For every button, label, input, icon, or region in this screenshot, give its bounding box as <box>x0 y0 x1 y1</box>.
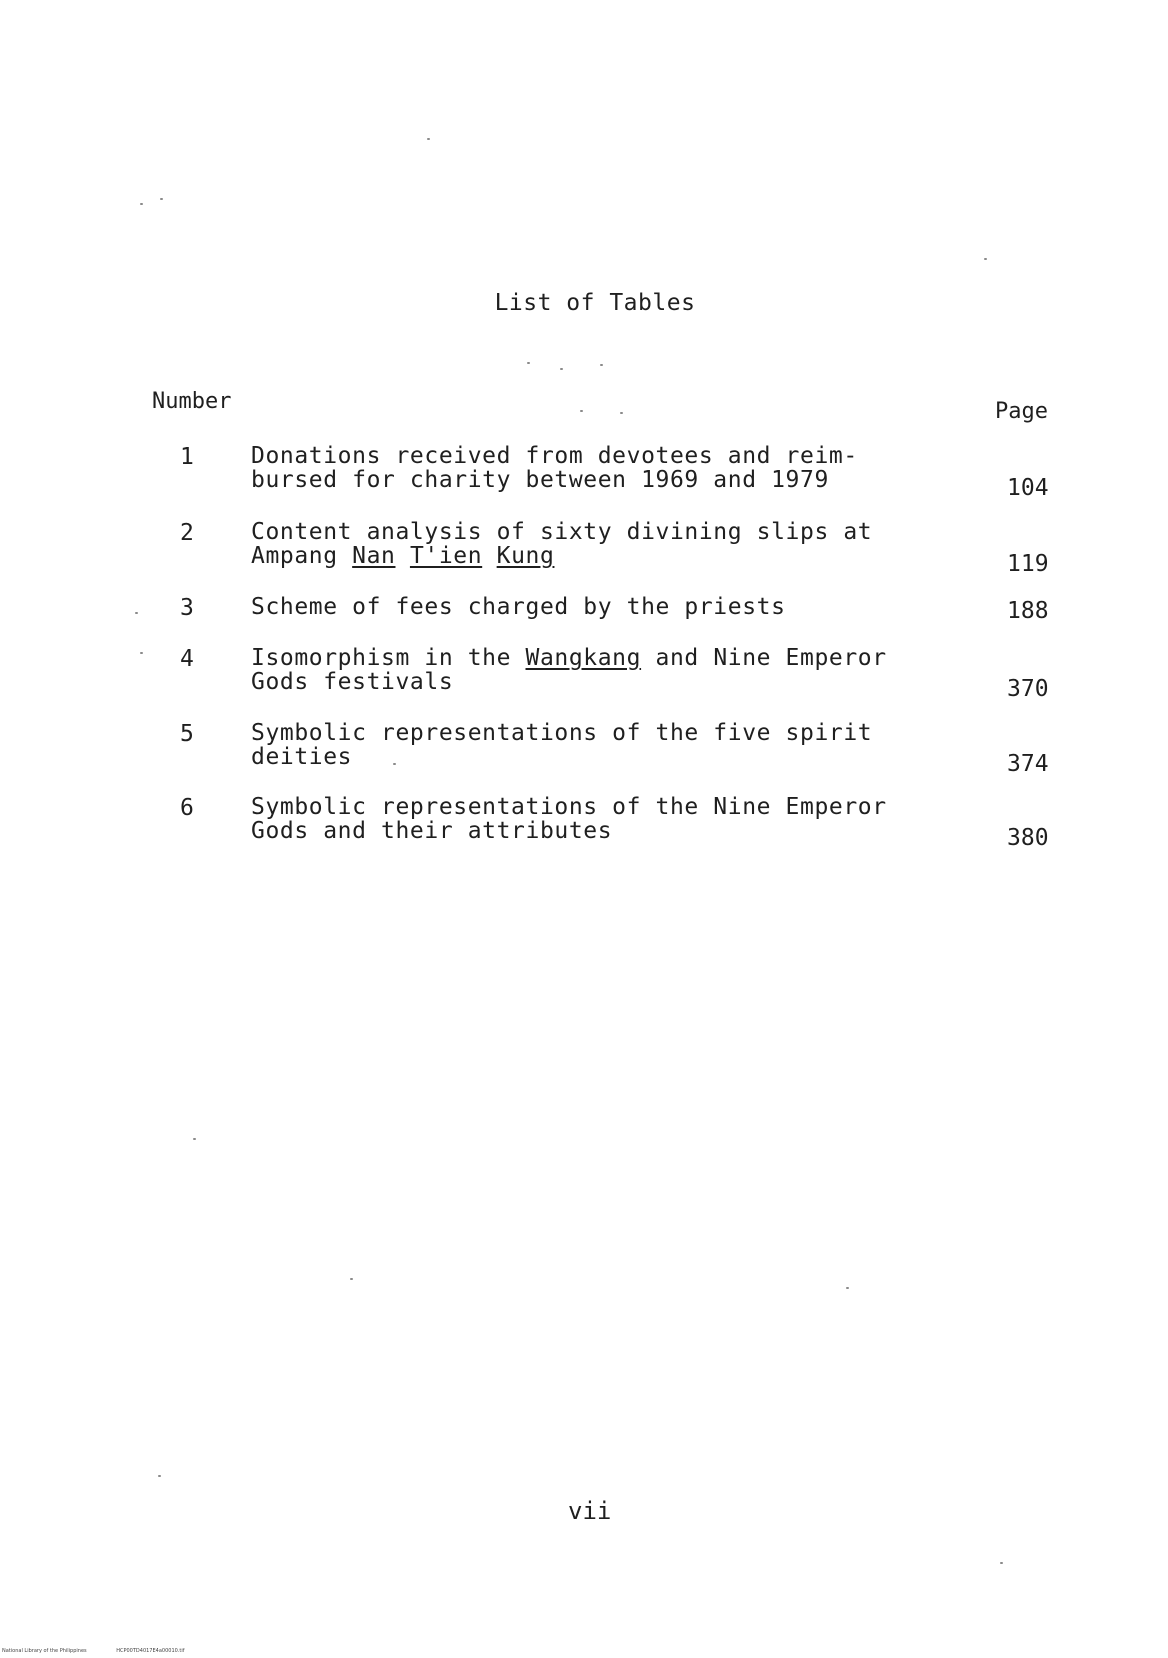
entry-title-line: Content analysis of sixty divining slips at <box>251 519 873 545</box>
scan-speck <box>560 368 563 370</box>
title-text <box>482 543 496 569</box>
entry-number: 2 <box>180 520 194 546</box>
entry-title <box>251 795 951 843</box>
title-text: and Nine Emperor <box>641 645 887 671</box>
entry-number: 6 <box>180 795 194 821</box>
underlined-term: Nan <box>352 543 396 569</box>
entry-title <box>251 595 951 619</box>
scan-speck <box>158 1475 161 1477</box>
page-title: List of Tables <box>494 290 696 316</box>
library-credit: National Library of the Philippines <box>2 1648 87 1654</box>
title-text: Ampang <box>251 543 353 569</box>
entry-title <box>251 520 951 568</box>
number-column-header: Number <box>152 389 232 414</box>
entry-page-number: 104 <box>1007 475 1049 501</box>
scan-speck <box>846 1287 849 1289</box>
entry-title-line: Symbolic representations of the Nine Emperor <box>251 794 887 820</box>
entry-number: 4 <box>180 646 194 672</box>
page-folio: vii <box>568 1497 612 1525</box>
scan-speck <box>984 258 987 260</box>
entry-title <box>251 721 951 769</box>
entry-title <box>251 646 951 694</box>
scan-speck <box>427 138 430 140</box>
entry-page-number: 380 <box>1007 825 1049 851</box>
underlined-term: Kung <box>496 543 555 569</box>
entry-title-line <box>251 646 951 670</box>
scan-speck <box>140 652 143 654</box>
entry-title-line: Gods and their attributes <box>251 818 613 844</box>
entry-page-number: 188 <box>1007 598 1049 624</box>
entry-title-line <box>251 544 951 568</box>
title-text <box>395 543 409 569</box>
scan-speck <box>527 362 530 364</box>
scan-speck <box>140 203 143 205</box>
entry-title-line: Symbolic representations of the five spirit <box>251 720 873 746</box>
scan-speck <box>193 1138 196 1140</box>
scan-speck <box>580 410 583 412</box>
underlined-term: T'ien <box>409 543 483 569</box>
scan-footer <box>2 1648 185 1654</box>
entry-page-number: 374 <box>1007 751 1049 777</box>
scan-speck <box>620 412 623 414</box>
entry-title-line: bursed for charity between 1969 and 1979 <box>251 467 829 493</box>
entry-title-line: Gods festivals <box>251 669 454 695</box>
scan-speck <box>600 364 603 366</box>
entry-number: 1 <box>180 444 194 470</box>
entry-number: 3 <box>180 595 194 621</box>
scan-file-code: HCP00TD4017E4a00010.tif <box>116 1648 185 1654</box>
scan-speck <box>135 612 138 614</box>
underlined-term: Wangkang <box>525 645 642 671</box>
entry-number: 5 <box>180 721 194 747</box>
entry-page-number: 119 <box>1007 551 1049 577</box>
entry-title <box>251 444 951 492</box>
page-column-header: Page <box>995 399 1048 424</box>
entry-page-number: 370 <box>1007 676 1049 702</box>
scan-speck <box>350 1278 353 1280</box>
scan-speck <box>160 198 163 200</box>
title-text: Isomorphism in the <box>251 645 526 671</box>
entry-title-line: Donations received from devotees and reim- <box>251 443 858 469</box>
entry-title-line: Scheme of fees charged by the priests <box>251 594 786 620</box>
entry-title-line: deities <box>251 744 353 770</box>
scan-speck <box>1000 1562 1003 1564</box>
